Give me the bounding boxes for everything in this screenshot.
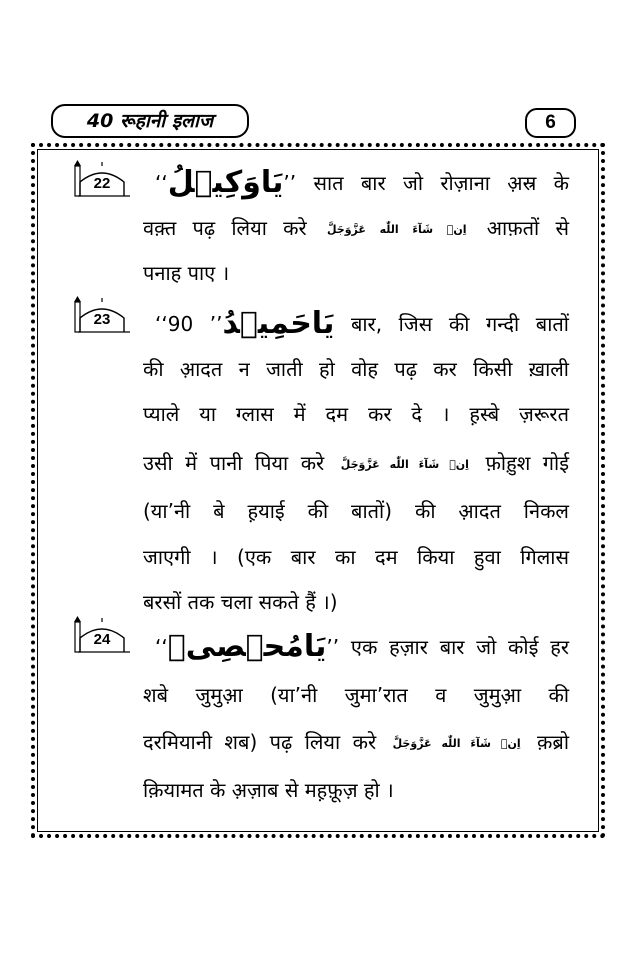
entry-number: 23	[93, 311, 111, 328]
entry-line: ‘‘ یَاحَمِیۡدُ’’ 90 बार, जिस की गन्दी बातों	[155, 306, 569, 341]
entry-line: जाएगी । (एक बार का दम किया हुवा गिलास	[143, 545, 569, 569]
entry-line: शबे जुमुआ़ (या’नी जुमा’रात व जुमुआ़ की	[143, 683, 569, 707]
entry-number-badge	[72, 160, 132, 198]
entry-number: 24	[93, 631, 111, 648]
arabic-invocation: یَاحَمِیۡدُ	[222, 306, 335, 341]
entry-line: पनाह पाए ।	[143, 261, 230, 285]
entry-line: (या’नी बे ह़याई की बातों) की आ़दत निकल	[143, 499, 569, 523]
entry-line: उसी में पानी पिया करे اِنۡ شَآءَ اللّٰه عَزَّوَجَلَّ फ़ोह़ुश गोई	[143, 451, 570, 475]
arabic-invocation: یَاوَکِیۡلُ	[167, 165, 284, 200]
entry-line: क़ियामत के अ़ज़ाब से मह़फ़ूज़ हो ।	[143, 778, 394, 802]
entry-line: की आ़दत न जाती हो वोह पढ़ कर किसी ख़ाली	[143, 357, 569, 381]
entry-line: बरसों तक चला सकते हैं ।)	[143, 590, 338, 614]
book-title: 40 रूहानी इलाज	[51, 104, 249, 138]
arabic-phrase: اِنۡ شَآءَ اللّٰه عَزَّوَجَلَّ	[340, 457, 469, 471]
entry-number: 22	[93, 175, 111, 192]
entry-number-badge	[72, 296, 132, 334]
entry-line: ‘‘یَاوَکِیۡلُ’’ सात बार जो रोज़ाना अ़स्र के	[155, 165, 570, 200]
page-number: 6	[525, 108, 576, 138]
entry-line: दरमियानी शब) पढ़ लिया करे اِنۡ شَآءَ اللّٰه عَزَّوَجَلَّ क़ब्रो	[143, 730, 570, 754]
arabic-phrase: اِنۡ شَآءَ اللّٰه عَزَّوَجَلَّ	[326, 222, 467, 236]
arabic-phrase: اِنۡ شَآءَ اللّٰه عَزَّوَجَلَّ	[392, 736, 521, 750]
entry-number-badge	[72, 616, 132, 654]
entry-line: ‘‘یَامُحۡصِیۡ’’ एक हज़ार बार जो कोई हर	[155, 629, 569, 664]
arabic-invocation: یَامُحۡصِیۡ	[167, 629, 327, 664]
entry-line: वक़्त पढ़ लिया करे اِنۡ شَآءَ اللّٰه عَزَّوَجَلَّ आफ़तों से	[143, 216, 569, 240]
entry-line: प्याले या ग्लास में दम कर दे । ह़स्बे ज़रूरत	[143, 402, 569, 426]
